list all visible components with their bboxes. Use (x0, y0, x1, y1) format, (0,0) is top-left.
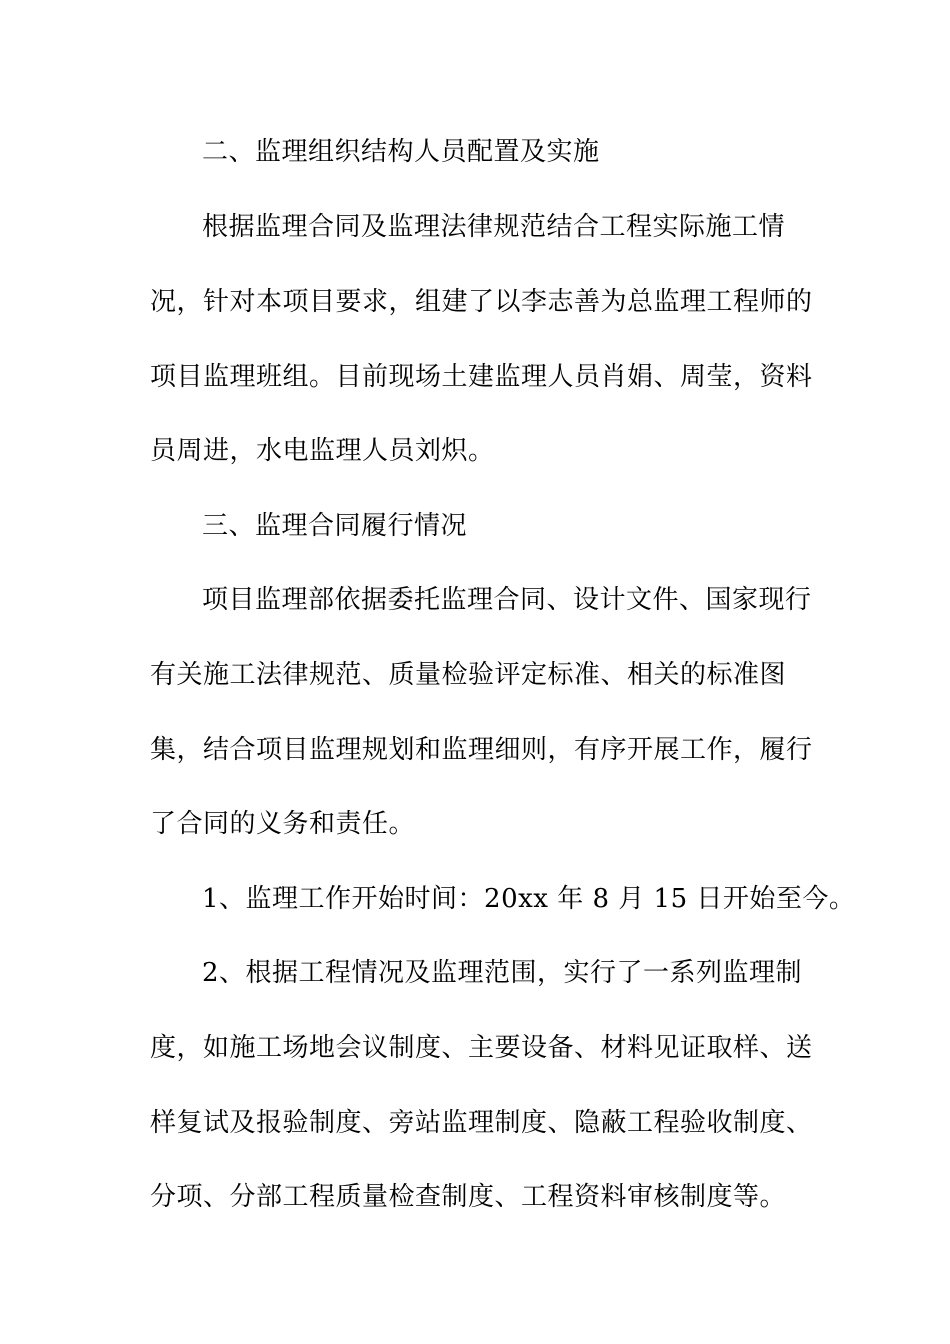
paragraph-line: 根据监理合同及监理法律规范结合工程实际施工情 (202, 212, 786, 242)
paragraph-line: 样复试及报验制度、旁站监理制度、隐蔽工程验收制度、 (150, 1108, 813, 1138)
paragraph-line: 员周进，水电监理人员刘炽。 (150, 436, 495, 466)
list-item-2: 2、根据工程情况及监理范围，实行了一系列监理制 (202, 958, 803, 988)
paragraph-line: 项目监理班组。目前现场土建监理人员肖娟、周莹，资料 (150, 362, 813, 392)
paragraph-line: 集，结合项目监理规划和监理细则，有序开展工作，履行 (150, 735, 813, 765)
paragraph-line: 况，针对本项目要求，组建了以李志善为总监理工程师的 (150, 287, 813, 317)
paragraph-line: 有关施工法律规范、质量检验评定标准、相关的标准图 (150, 660, 787, 690)
section-heading-3: 三、监理合同履行情况 (202, 511, 468, 541)
paragraph-line: 分项、分部工程质量检查制度、工程资料审核制度等。 (150, 1182, 787, 1212)
paragraph-line: 度，如施工场地会议制度、主要设备、材料见证取样、送 (150, 1033, 813, 1063)
paragraph-line: 项目监理部依据委托监理合同、设计文件、国家现行 (202, 585, 812, 615)
list-item-1: 1、监理工作开始时间：20xx 年 8 月 15 日开始至今。 (202, 884, 856, 914)
section-heading-2: 二、监理组织结构人员配置及实施 (202, 137, 600, 167)
paragraph-line: 了合同的义务和责任。 (150, 809, 416, 839)
